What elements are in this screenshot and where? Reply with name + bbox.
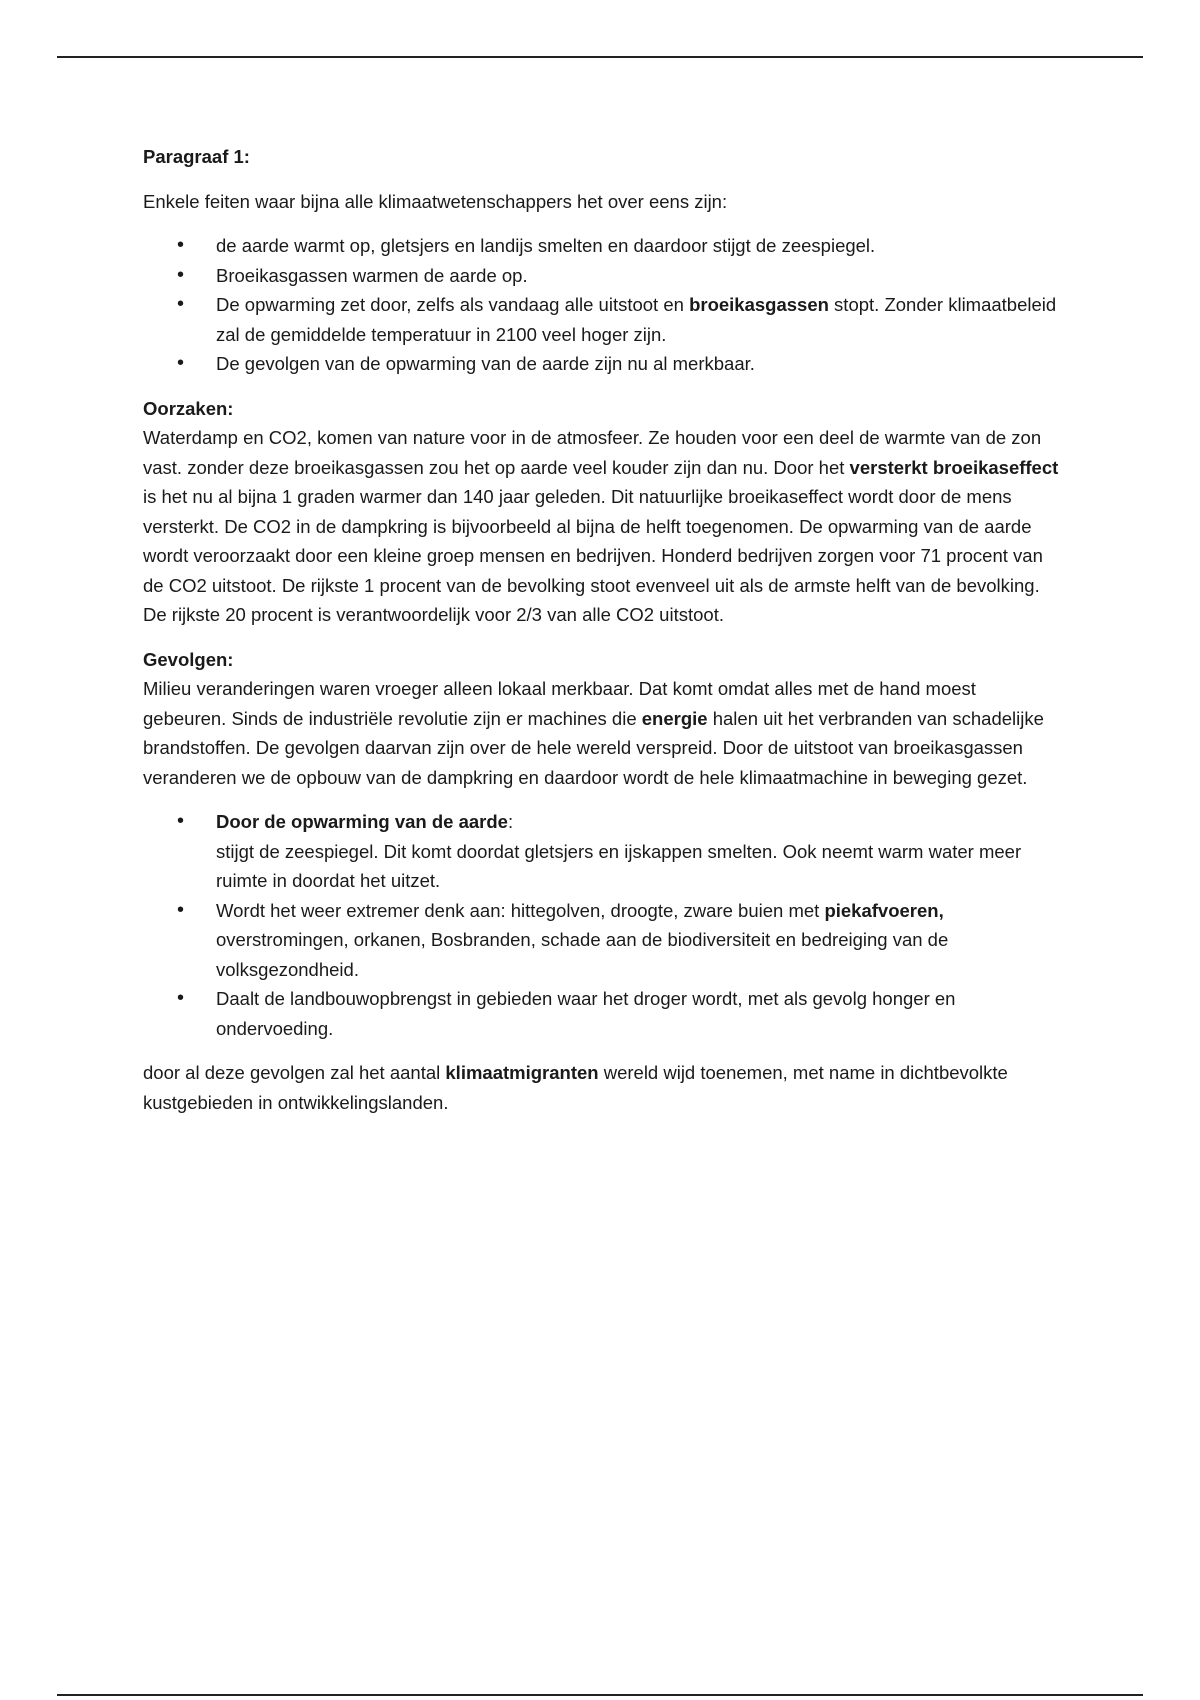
fact-1: de aarde warmt op, gletsjers en landijs smelten en daardoor stijgt de zeespiegel. (216, 235, 876, 256)
oorzaken-text-post: is het nu al bijna 1 graden warmer dan 140 jaar geleden. Dit natuurlijke broeikaseffect wordt door de mens versterkt. De CO2 in de dampkring is bijvoorbeeld al bijna de helft toegenomen. De opwarming van de aarde wordt veroorzaakt door een kleine groep mensen en bedrijven. Honderd bedrijven zorgen voor 71 procent van de CO2 uitstoot. De rijkste 1 procent van de bevolking stoot evenveel uit als de armste helft van de bevolking. De rijkste 20 procent is verantwoordelijk voor 2/3 van alle CO2 uitstoot. (143, 486, 1043, 625)
oorzaken-paragraph (143, 423, 1063, 630)
paragraaf-heading: Paragraaf 1: (143, 146, 250, 167)
consequence-1-text: stijgt de zeespiegel. Dit komt doordat gletsjers en ijskappen smelten. Ook neemt warm water meer ruimte in doordat het uitzet. (216, 840, 1022, 891)
oorzaken-heading: Oorzaken: (143, 397, 234, 419)
consequences-list (143, 807, 1063, 1043)
list-item (143, 807, 1063, 896)
gevolgen-text-pre: Milieu veranderingen waren vroeger alleen lokaal merkbaar. Dat komt omdat alles met de hand moest gebeuren. Sinds de industriële revolutie zijn er machines die (143, 678, 976, 729)
paragraaf-intro: Enkele feiten waar bijna alle klimaatwetenschappers het over eens zijn: (143, 190, 728, 212)
gevolgen-heading: Gevolgen: (143, 648, 234, 670)
list-item (143, 261, 1063, 291)
gevolgen-text-bold: energie (641, 707, 708, 729)
consequence-1-colon: : (507, 811, 514, 832)
consequence-2-post: overstromingen, orkanen, Bosbranden, schade aan de biodiversiteit en bedreiging van de volksgezondheid. (216, 929, 949, 980)
consequence-2-pre: Wordt het weer extremer denk aan: hittegolven, droogte, zware buien met (216, 899, 825, 921)
list-item (143, 290, 1063, 349)
list-item (143, 896, 1063, 985)
consequence-3: Daalt de landbouwopbrengst in gebieden waar het droger wordt, met als gevolg honger en ondervoeding. (216, 988, 956, 1039)
gevolgen-text-post: halen uit het verbranden van schadelijke brandstoffen. De gevolgen daarvan zijn over de hele wereld verspreid. Door de uitstoot van broeikasgassen veranderen we de opbouw van de dampkring en daardoor wordt de hele klimaatmachine in beweging gezet. (143, 707, 1044, 788)
oorzaken-text-bold: versterkt broeikaseffect (849, 456, 1059, 478)
list-item (143, 984, 1063, 1043)
facts-list (143, 231, 1063, 379)
fact-4: De gevolgen van de opwarming van de aarde zijn nu al merkbaar. (216, 353, 755, 374)
footer-rule (57, 1694, 1143, 1696)
closing-text-post: wereld wijd toenemen, met name in dichtbevolkte kustgebieden in ontwikkelingslanden. (143, 1062, 1008, 1113)
closing-text-bold: klimaatmigranten (445, 1062, 599, 1083)
closing-paragraph (143, 1058, 1063, 1117)
list-item (143, 349, 1063, 379)
header-rule (57, 56, 1143, 58)
consequence-1-bold: Door de opwarming van de aarde (216, 811, 508, 832)
gevolgen-paragraph (143, 674, 1063, 792)
list-item (143, 231, 1063, 261)
fact-3-bold: broeikasgassen (689, 294, 829, 315)
oorzaken-text-pre: Waterdamp en CO2, komen van nature voor in de atmosfeer. Ze houden voor een deel de warmte van de zon vast. zonder deze broeikasgassen zou het op aarde veel kouder zijn dan nu. Door het (143, 427, 1042, 478)
closing-text-pre: door al deze gevolgen zal het aantal (143, 1062, 446, 1083)
fact-3-pre: De opwarming zet door, zelfs als vandaag alle uitstoot en (216, 294, 690, 315)
fact-3-post: stopt. Zonder klimaatbeleid zal de gemiddelde temperatuur in 2100 veel hoger zijn. (216, 294, 1057, 345)
consequence-2-bold: piekafvoeren, (824, 899, 944, 921)
document-body (143, 142, 1063, 1117)
fact-2: Broeikasgassen warmen de aarde op. (216, 264, 528, 286)
